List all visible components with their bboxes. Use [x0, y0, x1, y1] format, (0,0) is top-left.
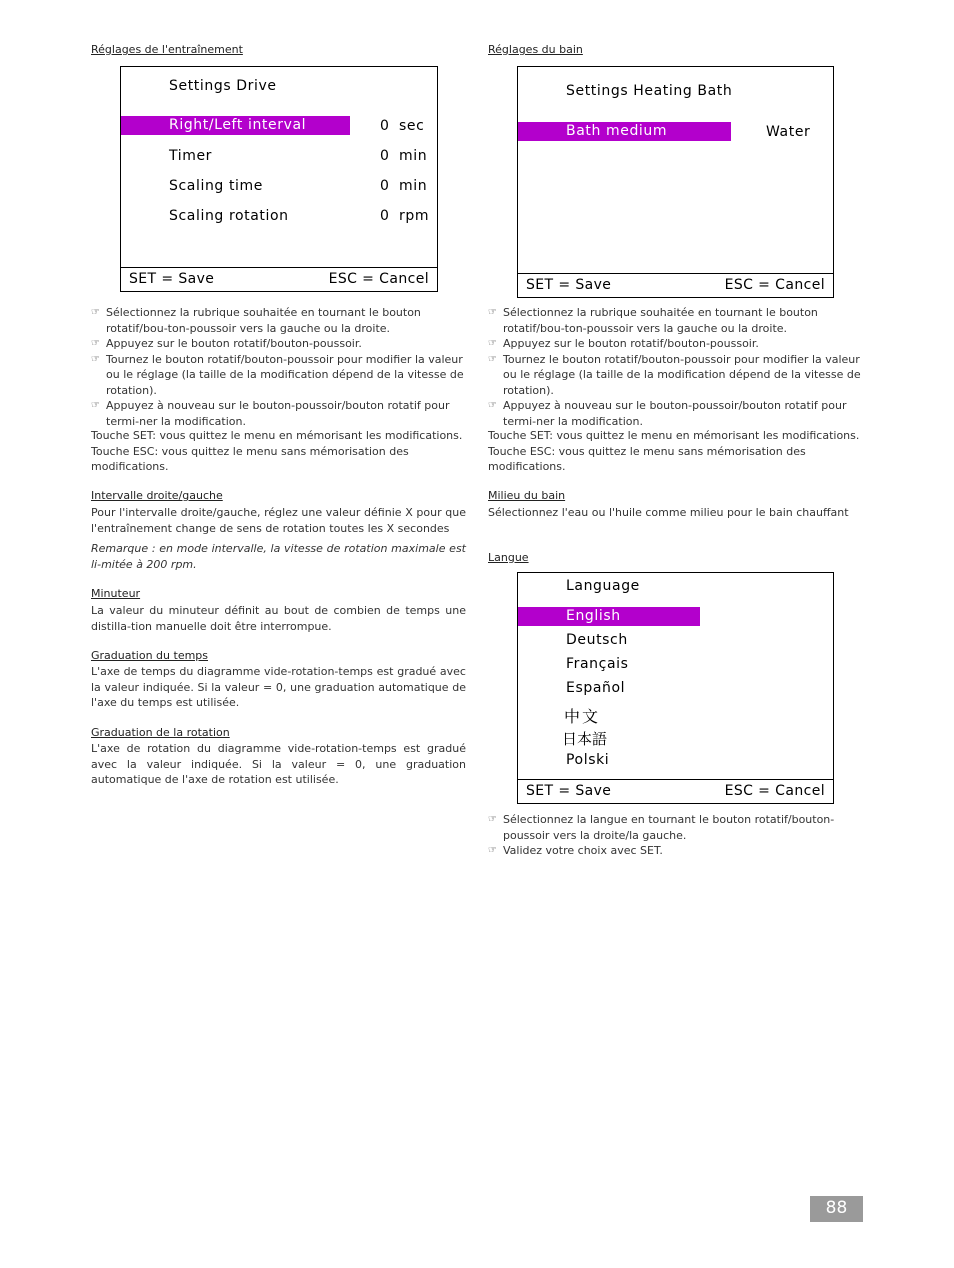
screen-title: Language [566, 578, 640, 594]
drive-settings-heading: Réglages de l'entraînement [91, 43, 243, 56]
cancel-key-label: ESC = Cancel [724, 783, 825, 799]
timer-heading: Minuteur [91, 587, 141, 600]
interval-note: Remarque : en mode intervalle, la vitesse de rotation maximale est li-mitée à 200 rpm. [91, 542, 466, 571]
list-item: ☞ Sélectionnez la langue en tournant le bouton rotatif/bouton-poussoir vers la droite/la gauche. [488, 813, 835, 842]
pointing-hand-icon: ☞ [91, 353, 100, 365]
pointing-hand-icon: ☞ [91, 307, 100, 318]
row-label[interactable]: Timer [169, 148, 213, 164]
row-unit: min [399, 148, 428, 164]
language-option[interactable]: Français [566, 656, 629, 672]
list-item: ☞ Appuyez sur le bouton rotatif/bouton-poussoir. [488, 337, 759, 350]
bath-medium-heading: Milieu du bain [488, 489, 566, 502]
list-item: ☞ Appuyez sur le bouton rotatif/bouton-poussoir. [91, 337, 362, 350]
row-label: Right/Left interval [169, 117, 307, 133]
drive-settings-screen [120, 66, 438, 292]
page-number: 88 [810, 1196, 863, 1222]
cancel-key-label: ESC = Cancel [724, 277, 825, 293]
pointing-hand-icon: ☞ [488, 814, 497, 825]
save-key-label: SET = Save [526, 783, 612, 799]
row-label[interactable]: Scaling time [169, 178, 263, 194]
screen-footer [518, 273, 833, 297]
row-unit: rpm [399, 208, 430, 224]
pointing-hand-icon: ☞ [91, 400, 100, 411]
keys-description: Touche SET: vous quittez le menu en mémorisant les modifications. Touche ESC: vous quittez le menu sans mémorisation des modifications. [488, 429, 860, 473]
pointing-hand-icon: ☞ [488, 400, 497, 411]
pointing-hand-icon: ☞ [488, 338, 497, 349]
screen-title: Settings Heating Bath [566, 83, 733, 99]
save-key-label: SET = Save [129, 271, 215, 287]
bath-settings-screen [517, 66, 834, 298]
row-unit: min [399, 178, 428, 194]
language-screen [517, 572, 834, 804]
list-item: ☞ Appuyez à nouveau sur le bouton-poussoir/bouton rotatif pour termi-ner la modification. [488, 399, 847, 428]
time-scale-text: L'axe de temps du diagramme vide-rotation-temps est gradué avec la valeur indiquée. Si la valeur = 0, une graduation automatique de l'axe du temps est utilisée. [91, 665, 466, 709]
list-item: ☞ Tournez le bouton rotatif/bouton-poussoir pour modifier la valeur ou le réglage (la taille de la modification dépend de la vitesse de rotation). [91, 352, 464, 397]
row-label: Bath medium [566, 123, 668, 139]
list-item: ☞ Validez votre choix avec SET. [488, 844, 663, 857]
screen-footer [518, 779, 833, 803]
interval-text: Pour l'intervalle droite/gauche, réglez une valeur définie X pour que l'entraînement change de sens de rotation toutes les X secondes [91, 506, 466, 535]
time-scale-heading: Graduation du temps [91, 649, 209, 662]
pointing-hand-icon: ☞ [488, 845, 497, 856]
row-label[interactable]: Scaling rotation [169, 208, 289, 224]
row-value: 0 [380, 208, 390, 224]
bath-medium-text: Sélectionnez l'eau ou l'huile comme milieu pour le bain chauffant [488, 506, 849, 519]
language-option[interactable]: 日本語 [562, 730, 608, 748]
screen-title: Settings Drive [169, 78, 277, 94]
language-option[interactable]: 中文 [564, 707, 601, 726]
list-item: ☞ Sélectionnez la rubrique souhaitée en tournant le bouton rotatif/bou-ton-poussoir vers la gauche ou la droite. [91, 306, 421, 335]
rotation-scale-heading: Graduation de la rotation [91, 726, 230, 739]
pointing-hand-icon: ☞ [488, 307, 497, 318]
list-item: ☞ Appuyez à nouveau sur le bouton-poussoir/bouton rotatif pour termi-ner la modification. [91, 399, 450, 428]
interval-heading: Intervalle droite/gauche [91, 489, 223, 502]
save-key-label: SET = Save [526, 277, 612, 293]
list-item: ☞ Sélectionnez la rubrique souhaitée en tournant le bouton rotatif/bou-ton-poussoir vers la gauche ou la droite. [488, 306, 818, 335]
rotation-scale-text: L'axe de rotation du diagramme vide-rotation-temps est gradué avec la valeur indiquée. Si la valeur = 0, une graduation automatique de l'axe de rotation est utilisée. [91, 742, 466, 786]
row-value: 0 [380, 118, 390, 134]
language-heading: Langue [488, 551, 529, 564]
language-option: English [566, 608, 621, 624]
selected-row-highlight[interactable] [121, 116, 350, 135]
bath-instructions [488, 305, 864, 429]
selected-row-highlight[interactable] [518, 122, 731, 141]
selected-language-highlight[interactable] [518, 607, 700, 626]
cancel-key-label: ESC = Cancel [328, 271, 429, 287]
row-value: Water [766, 124, 811, 140]
language-option[interactable]: Polski [566, 752, 610, 768]
language-option[interactable]: Español [566, 680, 626, 696]
language-instructions [488, 812, 864, 859]
pointing-hand-icon: ☞ [91, 338, 100, 349]
timer-text: La valeur du minuteur définit au bout de combien de temps une distilla-tion manuelle doit être interrompue. [91, 604, 466, 633]
language-option[interactable]: Deutsch [566, 632, 628, 648]
row-value: 0 [380, 178, 390, 194]
list-item: ☞ Tournez le bouton rotatif/bouton-poussoir pour modifier la valeur ou le réglage (la taille de la modification dépend de la vitesse de rotation). [488, 352, 861, 397]
keys-description: Touche SET: vous quittez le menu en mémorisant les modifications. Touche ESC: vous quittez le menu sans mémorisation des modifications. [91, 429, 463, 473]
bath-settings-heading: Réglages du bain [488, 43, 583, 56]
drive-instructions [91, 305, 467, 429]
pointing-hand-icon: ☞ [488, 353, 497, 365]
screen-footer [121, 267, 437, 291]
row-unit: sec [399, 118, 425, 134]
row-value: 0 [380, 148, 390, 164]
